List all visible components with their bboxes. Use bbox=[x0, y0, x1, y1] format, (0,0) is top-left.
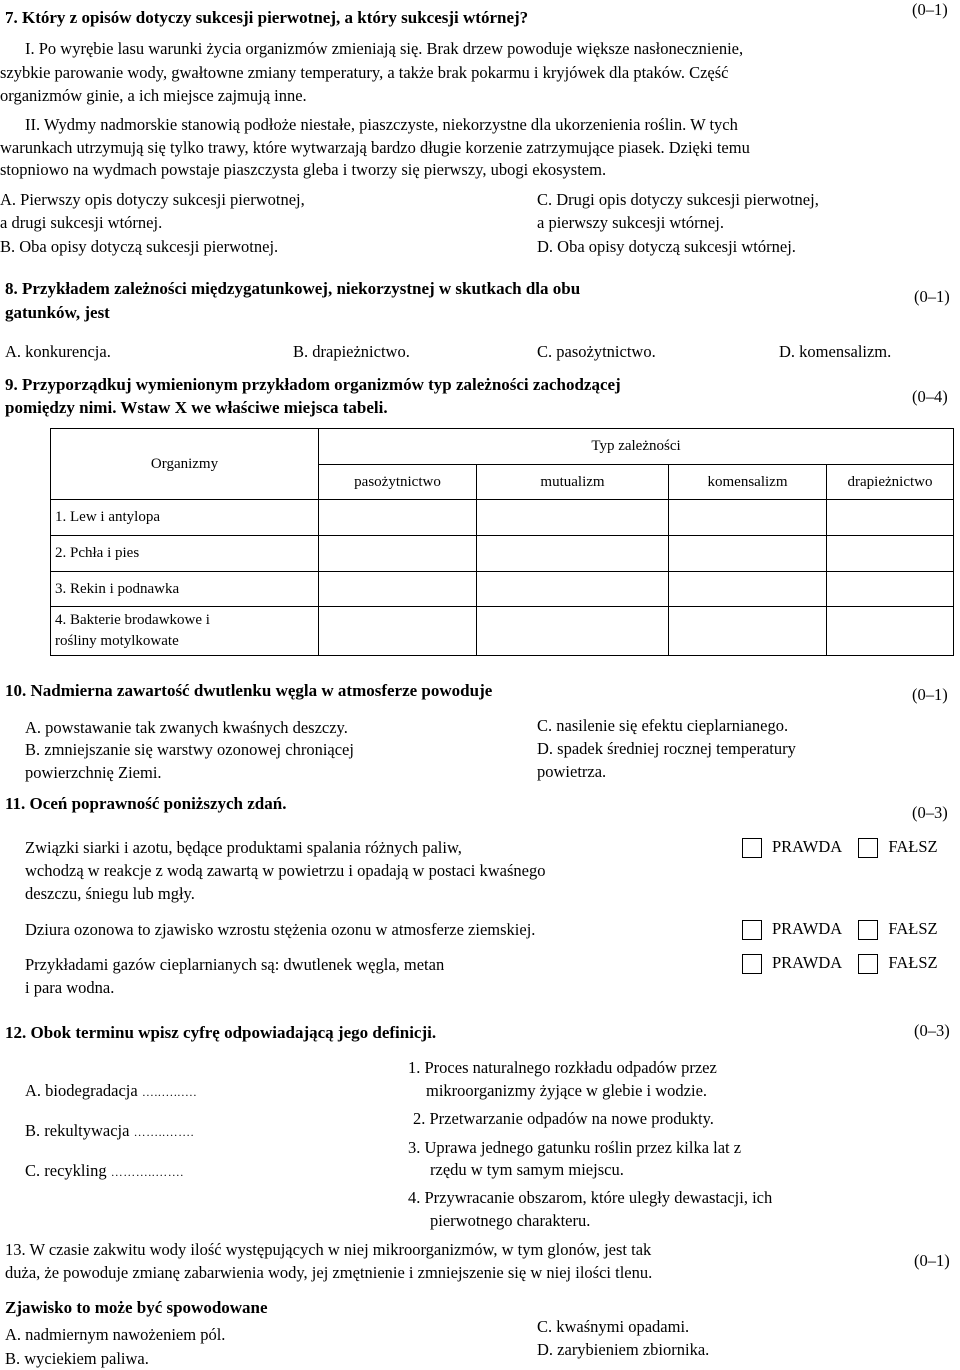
term-c-answer-blank[interactable]: ………..……. bbox=[110, 1165, 184, 1179]
q10-option-d-cont: powietrza. bbox=[537, 762, 607, 781]
q8-option-c: C. pasożytnictwo. bbox=[537, 342, 656, 361]
table-row bbox=[51, 536, 954, 572]
table-row bbox=[51, 607, 954, 656]
q11-statement3-line1: Przykładami gazów cieplarnianych są: dwutlenek węgla, metan bbox=[25, 955, 445, 974]
false-label: FAŁSZ bbox=[888, 837, 938, 856]
q11-statement2-answers bbox=[742, 919, 938, 940]
q7-option-a-cont: a drugi sukcesji wtórnej. bbox=[0, 213, 163, 232]
organisms-header: Organizmy bbox=[51, 429, 319, 500]
q11-points: (0–3) bbox=[912, 803, 948, 822]
q10-option-a: A. powstawanie tak zwanych kwaśnych deszczy. bbox=[25, 718, 348, 737]
q10-option-b: B. zmniejszanie się warstwy ozonowej chroniącej bbox=[25, 740, 354, 759]
q7-option-b: B. Oba opisy dotyczą sukcesji pierwotnej. bbox=[0, 237, 279, 256]
q8-title-line2: gatunków, jest bbox=[5, 303, 110, 322]
true-label: PRAWDA bbox=[772, 953, 842, 972]
q9-title-line1: 9. Przyporządkuj wymienionym przykładom organizmów typ zależności zachodzącej bbox=[5, 375, 621, 394]
q13-points: (0–1) bbox=[914, 1251, 950, 1270]
q13-option-d: D. zarybieniem zbiornika. bbox=[537, 1340, 710, 1359]
q7-option-c-cont: a pierwszy sukcesji wtórnej. bbox=[537, 213, 724, 232]
answer-cell[interactable] bbox=[827, 536, 954, 572]
q13-subtitle: Zjawisko to może być spowodowane bbox=[5, 1298, 268, 1317]
answer-cell[interactable] bbox=[827, 607, 954, 656]
q8-title-line1: 8. Przykładem zależności międzygatunkowej, niekorzystnej w skutkach dla obu bbox=[5, 279, 581, 298]
answer-cell[interactable] bbox=[319, 607, 477, 656]
answer-cell[interactable] bbox=[669, 572, 827, 607]
q11-statement2: Dziura ozonowa to zjawisko wzrostu stężenia ozonu w atmosferze ziemskiej. bbox=[25, 920, 536, 939]
q9-points: (0–4) bbox=[912, 387, 948, 406]
q11-statement1-line3: deszczu, śniegu lub mgły. bbox=[25, 884, 195, 903]
true-label: PRAWDA bbox=[772, 919, 842, 938]
false-label: FAŁSZ bbox=[888, 953, 938, 972]
q11-statement3-line2: i para wodna. bbox=[25, 978, 115, 997]
q7-desc-i-line2: szybkie parowanie wody, gwałtowne zmiany temperatury, a także brak pokarmu i kryjówek dla ptaków. Część bbox=[0, 63, 729, 82]
q8-option-d: D. komensalizm. bbox=[779, 342, 892, 361]
q7-desc-ii-line2: warunkach utrzymują się tylko trawy, które wytwarzają bardzo długie korzenie zatrzymujące piasek. Dzięki temu bbox=[0, 138, 750, 157]
q7-title: 7. Który z opisów dotyczy sukcesji pierwotnej, a który sukcesji wtórnej? bbox=[5, 8, 529, 27]
answer-cell[interactable] bbox=[669, 607, 827, 656]
term-a-label: A. biodegradacja bbox=[25, 1081, 138, 1100]
false-checkbox[interactable] bbox=[858, 920, 878, 940]
true-label: PRAWDA bbox=[772, 837, 842, 856]
q10-option-d: D. spadek średniej rocznej temperatury bbox=[537, 739, 796, 758]
answer-cell[interactable] bbox=[827, 572, 954, 607]
answer-cell[interactable] bbox=[477, 607, 669, 656]
q11-title: 11. Oceń poprawność poniższych zdań. bbox=[5, 794, 287, 813]
true-checkbox[interactable] bbox=[742, 920, 762, 940]
q9-title-line2: pomiędzy nimi. Wstaw X we właściwe miejsca tabeli. bbox=[5, 398, 388, 417]
q10-option-b-cont: powierzchnię Ziemi. bbox=[25, 763, 162, 782]
q11-statement1-line2: wchodzą w reakcje z wodą zawartą w powietrzu i opadają w postaci kwaśnego bbox=[25, 861, 546, 880]
q13-title-line1 bbox=[5, 1240, 651, 1260]
q13-option-c: C. kwaśnymi opadami. bbox=[537, 1317, 690, 1336]
q7-desc-ii-line1: II. Wydmy nadmorskie stanowią podłoże niestałe, piaszczyste, niekorzystne dla ukorzenienia roślin. W tych bbox=[25, 115, 738, 134]
type-col-commensalism: komensalizm bbox=[669, 465, 827, 500]
q11-statement1-line1: Związki siarki i azotu, będące produktami spalania różnych paliw, bbox=[25, 838, 462, 857]
q8-option-b: B. drapieżnictwo. bbox=[293, 342, 410, 361]
q13-title-text: 13. W czasie zakwitu wody ilość występujących w niej mikroorganizmów, w tym glonów, jest tak bbox=[5, 1240, 652, 1259]
row-label bbox=[51, 607, 319, 656]
q7-points: (0–1) bbox=[912, 0, 948, 19]
false-checkbox[interactable] bbox=[858, 838, 878, 858]
term-b-label: B. rekultywacja bbox=[25, 1121, 130, 1140]
q10-option-c: C. nasilenie się efektu cieplarnianego. bbox=[537, 716, 789, 735]
term-c-label: C. recykling bbox=[25, 1161, 107, 1180]
answer-cell[interactable] bbox=[319, 572, 477, 607]
type-col-predation: drapieżnictwo bbox=[827, 465, 954, 500]
type-col-parasitism: pasożytnictwo bbox=[319, 465, 477, 500]
q12-points: (0–3) bbox=[914, 1021, 950, 1040]
answer-cell[interactable] bbox=[477, 500, 669, 536]
q12-def-3-line2: rzędu w tym samym miejscu. bbox=[430, 1160, 624, 1179]
q7-option-c: C. Drugi opis dotyczy sukcesji pierwotnej, bbox=[537, 190, 819, 209]
q7-option-a: A. Pierwszy opis dotyczy sukcesji pierwotnej, bbox=[0, 190, 305, 209]
false-checkbox[interactable] bbox=[858, 954, 878, 974]
table-row bbox=[51, 500, 954, 536]
true-checkbox[interactable] bbox=[742, 838, 762, 858]
q12-term-b bbox=[25, 1121, 194, 1141]
answer-cell[interactable] bbox=[669, 536, 827, 572]
q12-def-3-line1: 3. Uprawa jednego gatunku roślin przez kilka lat z bbox=[408, 1138, 742, 1157]
true-checkbox[interactable] bbox=[742, 954, 762, 974]
q13-option-b: B. wyciekiem paliwa. bbox=[5, 1349, 149, 1368]
q10-title: 10. Nadmierna zawartość dwutlenku węgla w atmosferze powoduje bbox=[5, 681, 493, 700]
row-label-line2: rośliny motylkowate bbox=[55, 633, 179, 649]
q13-title-line2: duża, że powoduje zmianę zabarwienia wody, jej zmętnienie i zmniejszenie się w niej ilości tlenu. bbox=[5, 1263, 653, 1282]
q13-option-a: A. nadmiernym nawożeniem pól. bbox=[5, 1325, 226, 1344]
answer-cell[interactable] bbox=[319, 536, 477, 572]
q12-def-4-line2: pierwotnego charakteru. bbox=[430, 1211, 591, 1230]
q7-desc-i-line3: organizmów ginie, a ich miejsce zajmują inne. bbox=[0, 86, 307, 105]
q12-def-1-line1: 1. Proces naturalnego rozkładu odpadów przez bbox=[408, 1058, 717, 1077]
answer-cell[interactable] bbox=[827, 500, 954, 536]
q12-def-4-line1: 4. Przywracanie obszarom, które uległy dewastacji, ich bbox=[408, 1188, 773, 1207]
type-header: Typ zależności bbox=[319, 429, 954, 465]
q11-statement3-answers bbox=[742, 953, 938, 974]
q12-def-1-line2: mikroorganizmy żyjące w glebie i wodzie. bbox=[426, 1081, 708, 1100]
answer-cell[interactable] bbox=[477, 536, 669, 572]
q12-term-a bbox=[25, 1081, 197, 1101]
table-row bbox=[51, 572, 954, 607]
term-b-answer-blank[interactable]: ……..……. bbox=[133, 1125, 195, 1139]
q8-option-a: A. konkurencja. bbox=[5, 342, 111, 361]
answer-cell[interactable] bbox=[319, 500, 477, 536]
answer-cell[interactable] bbox=[477, 572, 669, 607]
q7-desc-ii-line3: stopniowo na wydmach powstaje piaszczysta gleba i tworzy się pierwszy, ubogi ekosystem. bbox=[0, 160, 607, 179]
row-label: 2. Pchła i pies bbox=[51, 536, 319, 572]
q12-term-c bbox=[25, 1161, 184, 1181]
row-label: 3. Rekin i podnawka bbox=[51, 572, 319, 607]
q7-desc-i-line1: I. Po wyrębie lasu warunki życia organizmów zmieniają się. Brak drzew powoduje większe nasłonecznienie, bbox=[25, 39, 744, 58]
q8-points: (0–1) bbox=[914, 287, 950, 306]
q12-title: 12. Obok terminu wpisz cyfrę odpowiadającą jego definicji. bbox=[5, 1023, 437, 1042]
term-a-answer-blank[interactable]: …..…..…. bbox=[141, 1085, 197, 1099]
row-label: 1. Lew i antylopa bbox=[51, 500, 319, 536]
q11-statement1-answers bbox=[742, 837, 938, 858]
type-col-mutualism: mutualizm bbox=[477, 465, 669, 500]
relationship-table bbox=[50, 428, 954, 656]
q10-points: (0–1) bbox=[912, 685, 948, 704]
row-label-line1: 4. Bakterie brodawkowe i bbox=[55, 612, 210, 628]
q12-def-2: 2. Przetwarzanie odpadów na nowe produkty. bbox=[413, 1109, 714, 1128]
answer-cell[interactable] bbox=[669, 500, 827, 536]
false-label: FAŁSZ bbox=[888, 919, 938, 938]
q7-option-d: D. Oba opisy dotyczą sukcesji wtórnej. bbox=[537, 237, 796, 256]
